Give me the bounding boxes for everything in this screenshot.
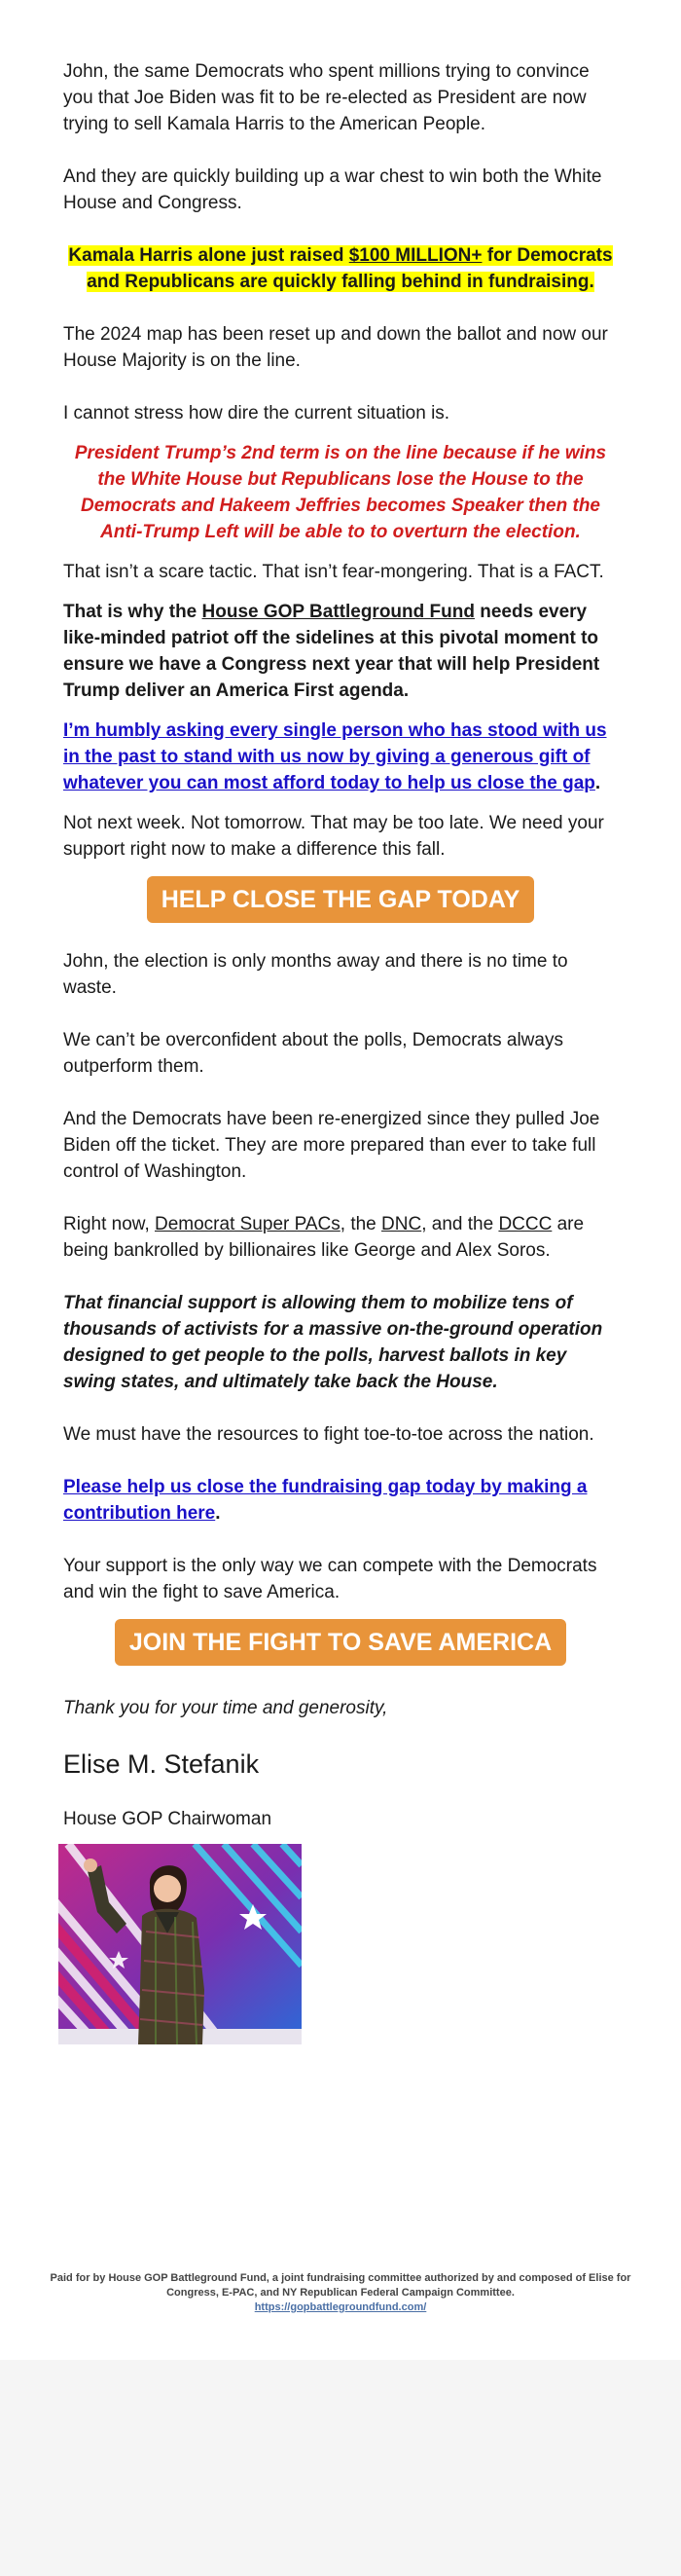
thanks-line: Thank you for your time and generosity, [63,1698,388,1718]
bankrolled-text-a: Right now, [63,1214,155,1234]
super-pacs-link[interactable]: Democrat Super PACs [155,1214,340,1234]
paragraph-now: Not next week. Not tomorrow. That may be too late. We need your support right now to make a difference this fall. [63,813,604,860]
button-row-1 [63,876,618,923]
highlight-text-b: for Democrats and Republicans are quickly falling behind in fundraising. [87,245,613,292]
contribution-link[interactable]: Please help us close the fundraising gap today by making a contribution here [63,1477,588,1524]
signature-name: Elise M. Stefanik [63,1749,260,1779]
fund-text-a: That is why the [63,602,202,622]
fund-link[interactable]: House GOP Battleground Fund [201,602,475,622]
paragraph-fund [63,599,618,704]
paragraph-financial-support: That financial support is allowing them to mobilize tens of thousands of activists for a massive on-the-ground operation designed to get people to the polls, harvest ballots in key swing states, and ultimately take back the House. [63,1293,603,1392]
paragraph-ask [63,718,618,796]
dnc-link[interactable]: DNC [381,1214,422,1234]
signature-title: House GOP Chairwoman [63,1809,272,1829]
paragraph-election: John, the election is only months away and there is no time to waste. [63,951,568,998]
button-row-2 [63,1619,618,1666]
footer-disclaimer: Paid for by House GOP Battleground Fund, a joint fundraising committee authorized by and composed of Elise for Congress, E-PAC, and NY Republican Federal Campaign Committee. [50,2272,631,2299]
help-close-gap-button[interactable]: HELP CLOSE THE GAP TODAY [147,876,535,923]
paragraph-fact: That isn’t a scare tactic. That isn’t fear-mongering. That is a FACT. [63,562,604,582]
highlight-text-a: Kamala Harris alone just raised [68,245,349,266]
footer [44,2271,637,2315]
bankrolled-text-c: , and the [421,1214,499,1234]
ask-link[interactable]: I’m humbly asking every single person who has stood with us in the past to stand with us now by giving a generous gift of whatever you can most afford today to help us close the gap [63,720,607,793]
ask-end: . [594,773,601,793]
alert-paragraph: President Trump’s 2nd term is on the line because if he wins the White House but Republicans lose the House to the Democrats and Hakeem Jeffries becomes Speaker then the Anti-Trump Left will be able to to overturn the election. [74,443,607,542]
dccc-link[interactable]: DCCC [498,1214,553,1234]
paragraph-support: Your support is the only way we can compete with the Democrats and win the fight to save America. [63,1556,597,1602]
signature-photo-image [58,1844,302,2044]
fund-text-b: needs every like-minded patriot off the sidelines at this pivotal moment to ensure we have a Congress next year that will help President Trump deliver an America First agenda. [63,602,600,701]
join-fight-button[interactable]: JOIN THE FIGHT TO SAVE AMERICA [115,1619,566,1666]
paragraph-resources: We must have the resources to fight toe-to-toe across the nation. [63,1424,594,1445]
paragraph-reenergized: And the Democrats have been re-energized since they pulled Joe Biden off the ticket. They are more prepared than ever to take full control of Washington. [63,1109,600,1182]
footer-url-link[interactable]: https://gopbattlegroundfund.com/ [254,2301,427,2313]
bankrolled-text-b: , the [340,1214,382,1234]
paragraph-dire: I cannot stress how dire the current situation is. [63,403,450,423]
bankrolled-text-d: are being bankrolled by billionaires like George and Alex Soros. [63,1214,585,1261]
paragraph-intro: John, the same Democrats who spent millions trying to convince you that Joe Biden was fit to be re-elected as President are now trying to sell Kamala Harris to the American People. [63,61,590,134]
signature-photo [58,1844,302,2044]
paragraph-bankrolled [63,1211,618,1264]
email-content [63,58,618,1840]
paragraph-cta [63,1474,618,1527]
cta-end: . [215,1503,221,1524]
highlight-paragraph [63,242,618,295]
paragraph-map: The 2024 map has been reset up and down the ballot and now our House Majority is on the line. [63,324,608,371]
highlight-amount: $100 MILLION+ [348,245,483,266]
paragraph-war-chest: And they are quickly building up a war chest to win both the White House and Congress. [63,166,602,213]
paragraph-polls: We can’t be overconfident about the polls, Democrats always outperform them. [63,1030,563,1077]
